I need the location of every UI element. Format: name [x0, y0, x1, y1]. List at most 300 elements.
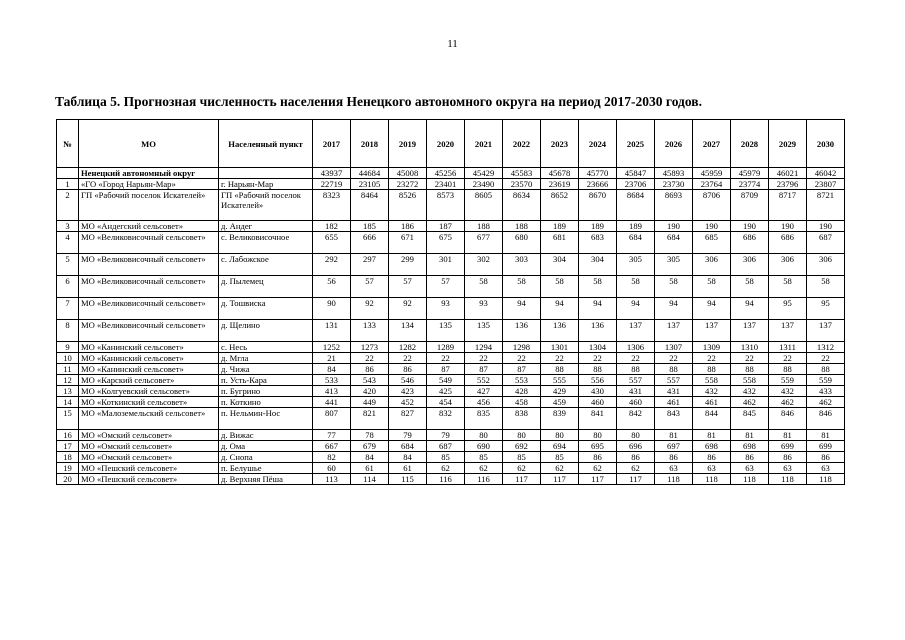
header-year: 2021 — [465, 120, 503, 168]
table-body — [57, 168, 845, 485]
row-mo: МО «Андегский сельсовет» — [79, 221, 219, 232]
row-value: 93 — [465, 298, 503, 320]
row-value: 22 — [769, 353, 807, 364]
row-value: 844 — [693, 408, 731, 430]
row-settlement: п. Нельмин-Нос — [219, 408, 313, 430]
row-value: 81 — [807, 430, 845, 441]
row-value: 137 — [769, 320, 807, 342]
row-number: 2 — [57, 190, 79, 221]
row-value: 22 — [351, 353, 389, 364]
row-value: 80 — [541, 430, 579, 441]
header-year: 2017 — [313, 120, 351, 168]
row-settlement: п. Белушье — [219, 463, 313, 474]
row-number: 9 — [57, 342, 79, 353]
row-value: 304 — [541, 254, 579, 276]
row-value: 301 — [427, 254, 465, 276]
row-value: 430 — [579, 386, 617, 397]
row-value: 699 — [807, 441, 845, 452]
row-value: 1309 — [693, 342, 731, 353]
row-value: 88 — [655, 364, 693, 375]
row-value: 695 — [579, 441, 617, 452]
row-mo: «ГО «Город Нарьян-Мар» — [79, 179, 219, 190]
row-number: 12 — [57, 375, 79, 386]
row-value: 8693 — [655, 190, 693, 221]
table-row — [57, 353, 845, 364]
row-value: 182 — [313, 221, 351, 232]
row-value: 835 — [465, 408, 503, 430]
row-mo: МО «Малоземельский сельсовет» — [79, 408, 219, 430]
row-value: 113 — [313, 474, 351, 485]
row-value: 86 — [693, 452, 731, 463]
row-value: 22 — [389, 353, 427, 364]
row-value: 423 — [389, 386, 427, 397]
row-value: 117 — [617, 474, 655, 485]
header-year: 2027 — [693, 120, 731, 168]
row-value: 81 — [655, 430, 693, 441]
row-value: 116 — [465, 474, 503, 485]
header-year: 2023 — [541, 120, 579, 168]
row-value: 189 — [617, 221, 655, 232]
row-value: 698 — [693, 441, 731, 452]
row-value: 697 — [655, 441, 693, 452]
table-row — [57, 397, 845, 408]
row-value: 86 — [617, 452, 655, 463]
row-value: 23490 — [465, 179, 503, 190]
row-value: 1252 — [313, 342, 351, 353]
row-value: 431 — [655, 386, 693, 397]
header-row — [57, 120, 845, 168]
row-value: 136 — [541, 320, 579, 342]
row-value: 61 — [389, 463, 427, 474]
row-value: 136 — [579, 320, 617, 342]
row-value: 88 — [731, 364, 769, 375]
row-value: 80 — [465, 430, 503, 441]
row-mo: МО «Великовисочный сельсовет» — [79, 298, 219, 320]
row-value: 94 — [655, 298, 693, 320]
table-row — [57, 452, 845, 463]
row-value: 92 — [351, 298, 389, 320]
row-value: 85 — [427, 452, 465, 463]
row-value: 22 — [541, 353, 579, 364]
row-value: 187 — [427, 221, 465, 232]
row-mo: МО «Великовисочный сельсовет» — [79, 232, 219, 254]
row-mo: МО «Канинский сельсовет» — [79, 353, 219, 364]
table-row — [57, 342, 845, 353]
row-value: 1289 — [427, 342, 465, 353]
row-value: 431 — [617, 386, 655, 397]
row-settlement: д. Пылемец — [219, 276, 313, 298]
row-settlement: д. Тошвиска — [219, 298, 313, 320]
row-value: 684 — [655, 232, 693, 254]
header-mo: МО — [79, 120, 219, 168]
row-value: 79 — [427, 430, 465, 441]
row-value: 429 — [541, 386, 579, 397]
header-year: 2022 — [503, 120, 541, 168]
header-year: 2030 — [807, 120, 845, 168]
row-mo: МО «Колгуевский сельсовет» — [79, 386, 219, 397]
row-value: 546 — [389, 375, 427, 386]
row-value: 78 — [351, 430, 389, 441]
row-mo: ГП «Рабочий поселок Искателей» — [79, 190, 219, 221]
row-value: 43937 — [313, 168, 351, 179]
row-value: 86 — [389, 364, 427, 375]
row-value: 306 — [693, 254, 731, 276]
row-value: 86 — [769, 452, 807, 463]
row-value: 838 — [503, 408, 541, 430]
row-value: 60 — [313, 463, 351, 474]
row-value: 117 — [503, 474, 541, 485]
row-value: 62 — [465, 463, 503, 474]
row-value: 88 — [769, 364, 807, 375]
table-header — [57, 120, 845, 168]
row-value: 137 — [655, 320, 693, 342]
table-row — [57, 364, 845, 375]
row-value: 462 — [731, 397, 769, 408]
row-value: 8605 — [465, 190, 503, 221]
row-value: 88 — [617, 364, 655, 375]
row-value: 86 — [351, 364, 389, 375]
row-value: 95 — [807, 298, 845, 320]
row-value: 22 — [731, 353, 769, 364]
row-value: 8709 — [731, 190, 769, 221]
row-value: 462 — [769, 397, 807, 408]
row-value: 44684 — [351, 168, 389, 179]
page-number: 11 — [447, 38, 458, 50]
row-value: 188 — [503, 221, 541, 232]
row-value: 58 — [655, 276, 693, 298]
table-row — [57, 408, 845, 430]
row-value: 22 — [807, 353, 845, 364]
row-settlement: д. Мгла — [219, 353, 313, 364]
row-value: 846 — [807, 408, 845, 430]
row-settlement: п. Бугрино — [219, 386, 313, 397]
row-number: 5 — [57, 254, 79, 276]
row-value: 458 — [503, 397, 541, 408]
row-settlement: д. Андег — [219, 221, 313, 232]
row-value: 94 — [579, 298, 617, 320]
header-year: 2018 — [351, 120, 389, 168]
row-value: 58 — [807, 276, 845, 298]
row-value: 85 — [503, 452, 541, 463]
row-value: 1273 — [351, 342, 389, 353]
row-value: 94 — [731, 298, 769, 320]
header-num: № — [57, 120, 79, 168]
row-value: 190 — [769, 221, 807, 232]
row-value: 23706 — [617, 179, 655, 190]
row-value: 58 — [541, 276, 579, 298]
row-value: 1311 — [769, 342, 807, 353]
row-mo: МО «Омский сельсовет» — [79, 430, 219, 441]
row-value: 413 — [313, 386, 351, 397]
row-value: 85 — [541, 452, 579, 463]
row-value: 115 — [389, 474, 427, 485]
row-value: 666 — [351, 232, 389, 254]
row-value: 845 — [731, 408, 769, 430]
row-value: 292 — [313, 254, 351, 276]
row-mo: МО «Великовисочный сельсовет» — [79, 276, 219, 298]
table-row — [57, 430, 845, 441]
row-mo: МО «Омский сельсовет» — [79, 441, 219, 452]
row-mo: МО «Великовисочный сельсовет» — [79, 254, 219, 276]
row-value: 841 — [579, 408, 617, 430]
row-value: 553 — [503, 375, 541, 386]
row-value: 807 — [313, 408, 351, 430]
row-number: 7 — [57, 298, 79, 320]
row-settlement: г. Нарьян-Мар — [219, 179, 313, 190]
row-value: 190 — [731, 221, 769, 232]
row-number: 20 — [57, 474, 79, 485]
row-value: 23570 — [503, 179, 541, 190]
row-number: 3 — [57, 221, 79, 232]
population-table — [56, 119, 845, 485]
row-value: 118 — [655, 474, 693, 485]
row-value: 86 — [731, 452, 769, 463]
row-value: 137 — [693, 320, 731, 342]
row-number: 8 — [57, 320, 79, 342]
row-value: 827 — [389, 408, 427, 430]
row-settlement: д. Верхняя Пёша — [219, 474, 313, 485]
table-row — [57, 386, 845, 397]
row-value: 556 — [579, 375, 617, 386]
table-row — [57, 375, 845, 386]
row-value: 549 — [427, 375, 465, 386]
table-row — [57, 276, 845, 298]
row-value: 441 — [313, 397, 351, 408]
table-row — [57, 441, 845, 452]
row-value: 22 — [503, 353, 541, 364]
table-row — [57, 463, 845, 474]
row-value: 557 — [655, 375, 693, 386]
row-value: 190 — [807, 221, 845, 232]
row-value: 302 — [465, 254, 503, 276]
row-value: 58 — [465, 276, 503, 298]
row-value: 687 — [427, 441, 465, 452]
row-value: 460 — [579, 397, 617, 408]
row-value: 22 — [427, 353, 465, 364]
row-value: 62 — [503, 463, 541, 474]
row-value: 655 — [313, 232, 351, 254]
row-value: 118 — [731, 474, 769, 485]
row-value: 45893 — [655, 168, 693, 179]
row-value: 133 — [351, 320, 389, 342]
row-value: 432 — [769, 386, 807, 397]
row-value: 8717 — [769, 190, 807, 221]
row-value: 88 — [579, 364, 617, 375]
row-value: 8721 — [807, 190, 845, 221]
row-value: 420 — [351, 386, 389, 397]
row-mo: МО «Карский сельсовет» — [79, 375, 219, 386]
row-value: 62 — [427, 463, 465, 474]
row-value: 821 — [351, 408, 389, 430]
row-value: 185 — [351, 221, 389, 232]
row-value: 80 — [579, 430, 617, 441]
row-value: 45256 — [427, 168, 465, 179]
row-value: 428 — [503, 386, 541, 397]
table-row — [57, 474, 845, 485]
row-value: 1307 — [655, 342, 693, 353]
row-value: 305 — [655, 254, 693, 276]
row-value: 81 — [731, 430, 769, 441]
row-value: 23730 — [655, 179, 693, 190]
row-value: 116 — [427, 474, 465, 485]
row-value: 88 — [807, 364, 845, 375]
row-value: 683 — [579, 232, 617, 254]
row-value: 460 — [617, 397, 655, 408]
row-value: 63 — [807, 463, 845, 474]
row-mo: МО «Великовисочный сельсовет» — [79, 320, 219, 342]
row-value: 94 — [617, 298, 655, 320]
row-value: 8634 — [503, 190, 541, 221]
table-row — [57, 232, 845, 254]
row-value: 685 — [693, 232, 731, 254]
row-settlement: с. Лабожское — [219, 254, 313, 276]
row-value: 558 — [731, 375, 769, 386]
row-value: 297 — [351, 254, 389, 276]
row-value: 1306 — [617, 342, 655, 353]
row-value: 58 — [579, 276, 617, 298]
row-value: 58 — [769, 276, 807, 298]
row-value: 21 — [313, 353, 351, 364]
table-row — [57, 221, 845, 232]
row-value: 558 — [693, 375, 731, 386]
table-row — [57, 298, 845, 320]
row-value: 846 — [769, 408, 807, 430]
row-mo: МО «Пешский сельсовет» — [79, 474, 219, 485]
row-number: 16 — [57, 430, 79, 441]
row-value: 86 — [807, 452, 845, 463]
row-value: 58 — [693, 276, 731, 298]
row-value: 433 — [807, 386, 845, 397]
row-value: 134 — [389, 320, 427, 342]
row-value: 87 — [503, 364, 541, 375]
row-value: 427 — [465, 386, 503, 397]
row-value: 131 — [313, 320, 351, 342]
row-value: 1298 — [503, 342, 541, 353]
row-value: 8573 — [427, 190, 465, 221]
row-value: 8684 — [617, 190, 655, 221]
row-value: 45583 — [503, 168, 541, 179]
row-value: 190 — [693, 221, 731, 232]
row-value: 23807 — [807, 179, 845, 190]
row-settlement: ГП «Рабочий поселок Искателей» — [219, 190, 313, 221]
row-settlement: д. Ома — [219, 441, 313, 452]
row-settlement: п. Усть-Кара — [219, 375, 313, 386]
row-value: 118 — [693, 474, 731, 485]
row-value: 46021 — [769, 168, 807, 179]
row-value: 81 — [693, 430, 731, 441]
row-value: 675 — [427, 232, 465, 254]
row-value: 23764 — [693, 179, 731, 190]
row-value: 45008 — [389, 168, 427, 179]
row-value: 188 — [465, 221, 503, 232]
row-value: 667 — [313, 441, 351, 452]
row-value: 77 — [313, 430, 351, 441]
row-value: 832 — [427, 408, 465, 430]
row-value: 118 — [807, 474, 845, 485]
row-value: 699 — [769, 441, 807, 452]
row-value: 22 — [693, 353, 731, 364]
row-settlement: д. Чижа — [219, 364, 313, 375]
row-value: 80 — [503, 430, 541, 441]
row-value: 8670 — [579, 190, 617, 221]
row-number: 1 — [57, 179, 79, 190]
row-value: 117 — [541, 474, 579, 485]
row-value: 679 — [351, 441, 389, 452]
row-value: 843 — [655, 408, 693, 430]
row-value: 137 — [731, 320, 769, 342]
total-row — [57, 168, 845, 179]
row-value: 22 — [465, 353, 503, 364]
row-number: 15 — [57, 408, 79, 430]
row-value: 304 — [579, 254, 617, 276]
header-year: 2019 — [389, 120, 427, 168]
row-value: 1282 — [389, 342, 427, 353]
header-year: 2028 — [731, 120, 769, 168]
row-value: 46042 — [807, 168, 845, 179]
row-value: 557 — [617, 375, 655, 386]
row-value: 8526 — [389, 190, 427, 221]
row-value: 306 — [731, 254, 769, 276]
row-number: 13 — [57, 386, 79, 397]
row-value: 186 — [389, 221, 427, 232]
table-row — [57, 179, 845, 190]
row-value: 1312 — [807, 342, 845, 353]
row-value: 22719 — [313, 179, 351, 190]
row-value: 80 — [617, 430, 655, 441]
row-value: 45959 — [693, 168, 731, 179]
row-value: 687 — [807, 232, 845, 254]
row-value: 555 — [541, 375, 579, 386]
row-value: 94 — [541, 298, 579, 320]
row-mo: МО «Омский сельсовет» — [79, 452, 219, 463]
row-value: 459 — [541, 397, 579, 408]
row-value: 305 — [617, 254, 655, 276]
row-number: 14 — [57, 397, 79, 408]
row-value: 61 — [351, 463, 389, 474]
row-number: 18 — [57, 452, 79, 463]
table-row — [57, 320, 845, 342]
row-value: 45979 — [731, 168, 769, 179]
row-value: 22 — [655, 353, 693, 364]
row-value: 842 — [617, 408, 655, 430]
row-value: 81 — [769, 430, 807, 441]
row-value: 84 — [313, 364, 351, 375]
row-value: 696 — [617, 441, 655, 452]
row-value: 306 — [769, 254, 807, 276]
row-value: 56 — [313, 276, 351, 298]
row-value: 677 — [465, 232, 503, 254]
row-value: 1310 — [731, 342, 769, 353]
row-value: 23272 — [389, 179, 427, 190]
row-number: 17 — [57, 441, 79, 452]
row-value: 190 — [655, 221, 693, 232]
row-value: 137 — [807, 320, 845, 342]
row-value: 559 — [769, 375, 807, 386]
row-value: 87 — [465, 364, 503, 375]
row-value: 684 — [389, 441, 427, 452]
row-value: 22 — [617, 353, 655, 364]
row-value: 87 — [427, 364, 465, 375]
row-value: 23774 — [731, 179, 769, 190]
row-value: 533 — [313, 375, 351, 386]
row-value: 84 — [389, 452, 427, 463]
header-year: 2029 — [769, 120, 807, 168]
row-value: 135 — [427, 320, 465, 342]
row-value: 92 — [389, 298, 427, 320]
header-year: 2026 — [655, 120, 693, 168]
table-title: Таблица 5. Прогнозная численность населения Ненецкого автономного округа на период 2017-2030 годов. — [55, 94, 702, 109]
row-value: 118 — [769, 474, 807, 485]
